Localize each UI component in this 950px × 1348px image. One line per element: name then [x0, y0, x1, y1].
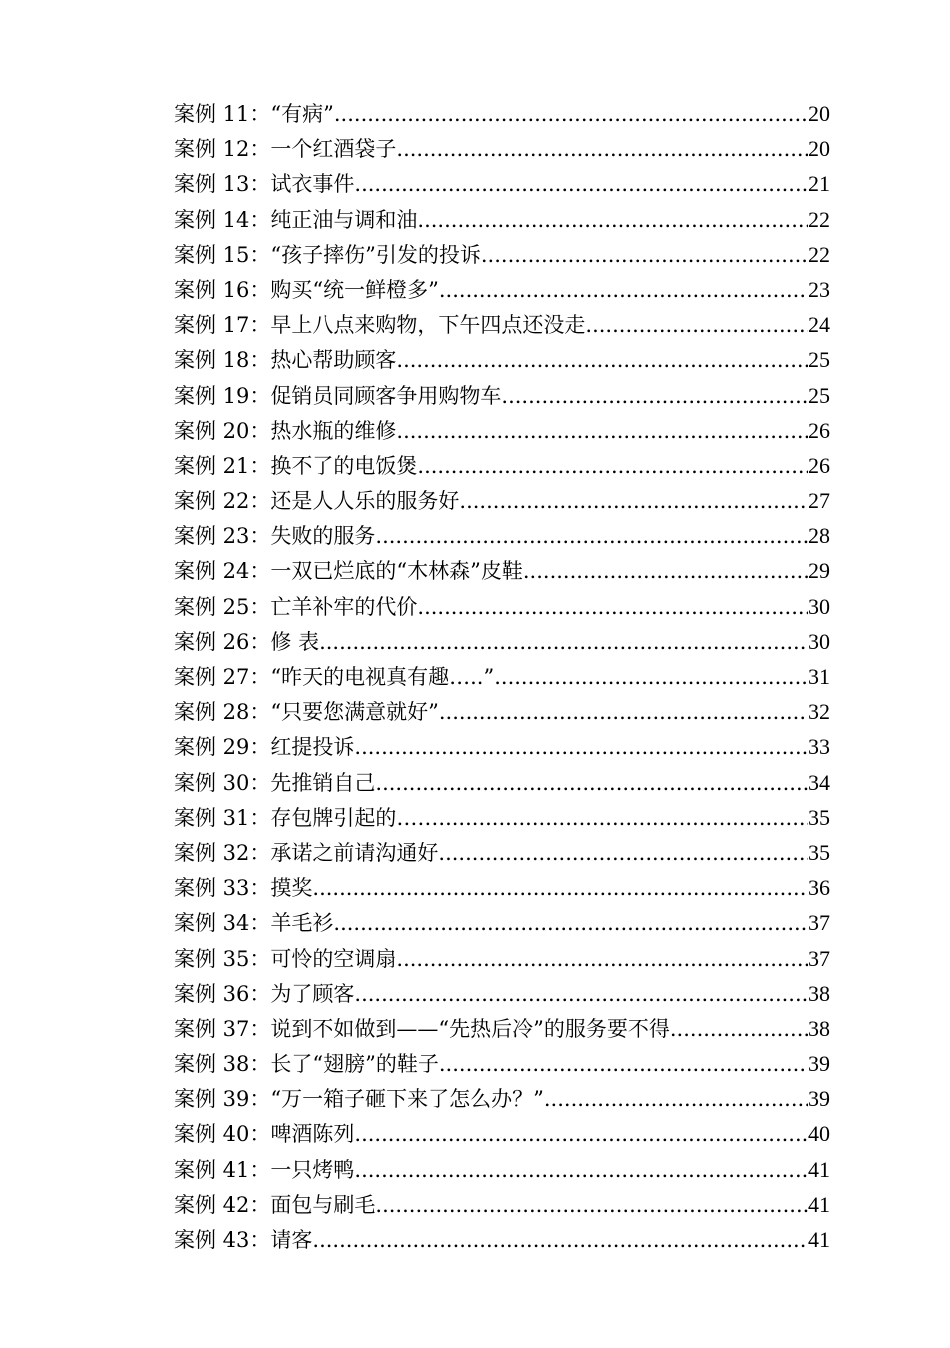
- toc-entry-page: 34: [808, 769, 830, 795]
- toc-entry[interactable]: [174, 1222, 830, 1257]
- dot-leader: [417, 449, 808, 483]
- toc-entry-page: 28: [808, 523, 830, 549]
- toc-entry[interactable]: [174, 1152, 830, 1187]
- toc-entry[interactable]: [174, 835, 830, 870]
- dot-leader: [494, 660, 808, 694]
- dot-leader: [438, 836, 808, 870]
- toc-entry-title: 案例 40：啤酒陈列: [174, 1122, 355, 1147]
- toc-entry[interactable]: [174, 1187, 830, 1222]
- toc-entry-title: 案例 24：一双已烂底的“木林森”皮鞋: [174, 559, 523, 584]
- toc-entry[interactable]: [174, 166, 830, 201]
- toc-entry-title: 案例 26：修 表: [174, 629, 320, 654]
- dot-leader: [585, 308, 808, 342]
- dot-leader: [501, 379, 808, 413]
- dot-leader: [354, 730, 808, 764]
- toc-entry-title: 案例 34：羊毛衫: [174, 911, 334, 936]
- toc-entry[interactable]: [174, 976, 830, 1011]
- table-of-contents: [174, 96, 830, 1257]
- dot-leader: [354, 1117, 808, 1151]
- dot-leader: [396, 414, 808, 448]
- toc-entry[interactable]: [174, 659, 830, 694]
- toc-entry-title: 案例 13：试衣事件: [174, 172, 355, 197]
- toc-entry-page: 36: [808, 875, 830, 901]
- dot-leader: [354, 167, 808, 201]
- toc-entry[interactable]: [174, 694, 830, 729]
- toc-entry[interactable]: [174, 237, 830, 272]
- toc-entry-page: 23: [808, 276, 830, 302]
- toc-entry-page: 26: [808, 417, 830, 443]
- toc-entry-page: 39: [808, 1051, 830, 1077]
- toc-entry-title: 案例 31：存包牌引起的……: [174, 805, 439, 830]
- toc-entry-page: 37: [808, 910, 830, 936]
- toc-entry-title: 案例 36：为了顾客: [174, 981, 355, 1006]
- toc-entry-title: 案例 27：“昨天的电视真有趣…..”: [174, 665, 495, 689]
- toc-entry[interactable]: [174, 272, 830, 307]
- dot-leader: [354, 977, 808, 1011]
- toc-entry-title: 案例 41：一只烤鸭: [174, 1157, 355, 1182]
- dot-leader: [670, 1012, 808, 1046]
- toc-entry-title: 案例 17：早上八点来购物，下午四点还没走: [174, 313, 586, 338]
- toc-entry-title: 案例 23：失败的服务: [174, 524, 376, 549]
- toc-entry-page: 40: [808, 1121, 830, 1147]
- toc-entry[interactable]: [174, 1116, 830, 1151]
- dot-leader: [544, 1082, 808, 1116]
- toc-entry-title: 案例 32：承诺之前请沟通好: [174, 840, 439, 865]
- dot-leader: [396, 942, 808, 976]
- toc-entry-page: 35: [808, 839, 830, 865]
- toc-entry[interactable]: [174, 342, 830, 377]
- toc-entry-page: 21: [808, 171, 830, 197]
- toc-entry-page: 41: [808, 1156, 830, 1182]
- dot-leader: [375, 766, 808, 800]
- dot-leader: [523, 554, 808, 588]
- toc-entry-title: 案例 39：“万一箱子砸下来了怎么办？”: [174, 1087, 544, 1112]
- toc-entry-page: 38: [808, 1015, 830, 1041]
- toc-entry[interactable]: [174, 765, 830, 800]
- toc-entry-title: 案例 16：购买“统一鲜橙多”: [174, 277, 439, 302]
- toc-entry[interactable]: [174, 483, 830, 518]
- toc-entry[interactable]: [174, 905, 830, 940]
- toc-entry[interactable]: [174, 448, 830, 483]
- dot-leader: [375, 519, 808, 553]
- dot-leader: [439, 695, 808, 729]
- toc-entry-page: 27: [808, 488, 830, 514]
- dot-leader: [481, 238, 808, 272]
- toc-entry-title: 案例 43：请客: [174, 1228, 313, 1252]
- dot-leader: [333, 906, 808, 940]
- toc-entry-page: 22: [808, 241, 830, 267]
- toc-entry-page: 20: [808, 101, 830, 126]
- toc-entry-title: 案例 38：长了“翅膀”的鞋子: [174, 1052, 439, 1077]
- toc-entry-title: 案例 20：热水瓶的维修: [174, 418, 397, 443]
- toc-entry-title: 案例 12：一个红酒袋子: [174, 137, 397, 162]
- toc-entry-page: 32: [808, 699, 830, 725]
- toc-entry-title: 案例 18：热心帮助顾客: [174, 348, 397, 373]
- toc-entry[interactable]: [174, 518, 830, 553]
- toc-entry-page: 35: [808, 804, 830, 830]
- toc-entry-page: 33: [808, 734, 830, 760]
- toc-entry-page: 38: [808, 980, 830, 1006]
- toc-entry-title: 案例 21：换不了的电饭煲: [174, 453, 418, 478]
- dot-leader: [439, 273, 808, 307]
- toc-entry-title: 案例 42：面包与刷毛: [174, 1192, 376, 1217]
- toc-entry-page: 30: [808, 593, 830, 619]
- toc-entry[interactable]: [174, 729, 830, 764]
- toc-entry-page: 22: [808, 206, 830, 232]
- dot-leader: [439, 1047, 808, 1081]
- toc-entry-title: 案例 28：“只要您满意就好”: [174, 700, 439, 725]
- toc-entry-page: 30: [808, 628, 830, 654]
- dot-leader: [417, 203, 808, 237]
- toc-entry-title: 案例 22：还是人人乐的服务好: [174, 489, 460, 514]
- dot-leader: [459, 484, 808, 518]
- toc-entry-page: 20: [808, 136, 830, 162]
- toc-entry-title: 案例 15：“孩子摔伤”引发的投诉: [174, 242, 481, 267]
- toc-entry-page: 41: [808, 1191, 830, 1217]
- toc-entry-title: 案例 35：可怜的空调扇: [174, 946, 397, 971]
- toc-entry[interactable]: [174, 413, 830, 448]
- toc-entry[interactable]: [174, 553, 830, 588]
- toc-entry-title: 案例 30：先推销自己: [174, 770, 376, 795]
- toc-entry-page: 37: [808, 945, 830, 971]
- dot-leader: [375, 1188, 808, 1222]
- toc-entry[interactable]: [174, 870, 830, 905]
- toc-entry-title: 案例 19：促销员同顾客争用购物车: [174, 383, 502, 408]
- toc-entry[interactable]: [174, 131, 830, 166]
- toc-entry[interactable]: [174, 1081, 830, 1116]
- toc-entry[interactable]: [174, 378, 830, 413]
- dot-leader: [396, 132, 808, 166]
- dot-leader: [334, 97, 808, 131]
- toc-entry[interactable]: [174, 307, 830, 342]
- toc-entry-title: 案例 25：亡羊补牢的代价: [174, 594, 418, 619]
- dot-leader: [417, 590, 808, 624]
- toc-entry-title: 案例 37：说到不如做到——“先热后冷”的服务要不得: [174, 1016, 670, 1041]
- toc-entry-title: 案例 11：“有病”: [174, 102, 334, 126]
- dot-leader: [319, 625, 808, 659]
- toc-entry-page: 25: [808, 382, 830, 408]
- dot-leader: [312, 1223, 808, 1257]
- toc-entry-title: 案例 29：红提投诉: [174, 735, 355, 760]
- dot-leader: [438, 801, 808, 835]
- dot-leader: [354, 1153, 808, 1187]
- toc-entry-title: 案例 33：摸奖: [174, 876, 313, 901]
- toc-entry[interactable]: [174, 941, 830, 976]
- dot-leader: [396, 343, 808, 377]
- toc-entry[interactable]: [174, 202, 830, 237]
- toc-entry[interactable]: [174, 624, 830, 659]
- toc-entry-page: 25: [808, 347, 830, 373]
- toc-entry-page: 31: [808, 664, 830, 689]
- dot-leader: [312, 871, 808, 905]
- toc-entry[interactable]: [174, 96, 830, 131]
- toc-entry-title: 案例 14：纯正油与调和油: [174, 207, 418, 232]
- toc-entry-page: 26: [808, 452, 830, 478]
- toc-entry[interactable]: [174, 1046, 830, 1081]
- toc-entry[interactable]: [174, 800, 830, 835]
- toc-entry[interactable]: [174, 1011, 830, 1046]
- toc-entry[interactable]: [174, 589, 830, 624]
- toc-entry-page: 29: [808, 558, 830, 584]
- toc-entry-page: 24: [808, 312, 830, 338]
- toc-entry-page: 39: [808, 1086, 830, 1112]
- toc-entry-page: 41: [808, 1227, 830, 1252]
